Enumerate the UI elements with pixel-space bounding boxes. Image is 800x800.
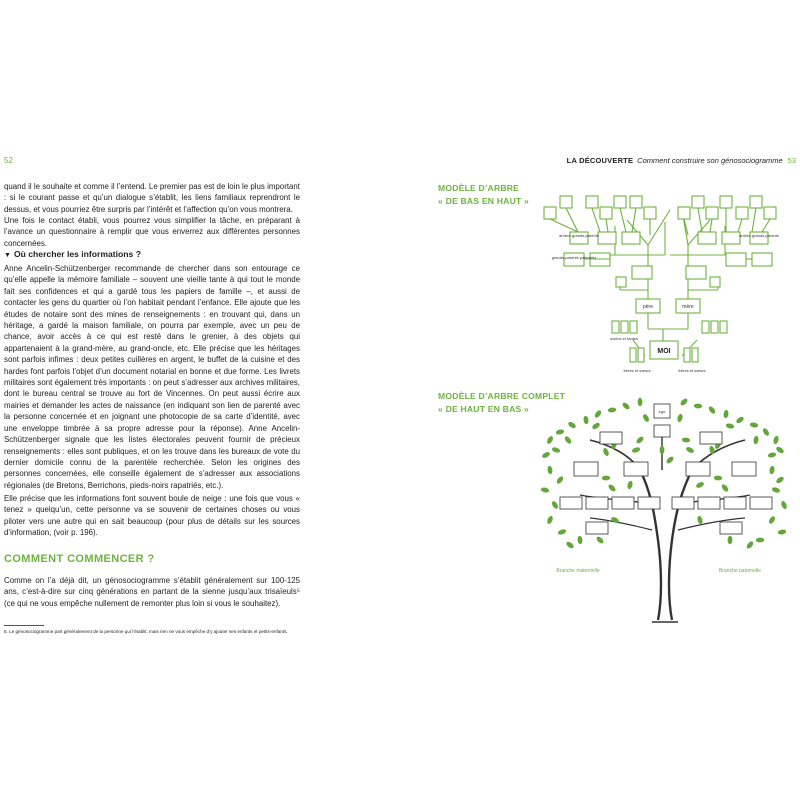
leaf-icon	[638, 398, 643, 406]
tree1-gp-label: grands-parents paternels	[551, 255, 597, 260]
section-heading	[4, 249, 141, 259]
footnote-divider	[4, 625, 44, 626]
leaf-icon	[695, 481, 705, 489]
running-head-chapter: LA DÉCOUVERTE	[566, 156, 634, 165]
leaf-icon	[631, 446, 641, 453]
leaf-icon	[621, 401, 630, 410]
tree1-great-grandparents	[559, 232, 779, 244]
page-number-left: 52	[4, 156, 13, 165]
right-page	[400, 0, 800, 800]
leaf-icon	[694, 403, 703, 408]
tree1-moi-label: MOI	[657, 348, 671, 355]
tree1-pere: père	[642, 304, 654, 310]
leaf-icon	[676, 413, 683, 422]
leaf-icon	[756, 537, 765, 542]
running-head	[567, 156, 796, 165]
tree1-parents	[616, 277, 720, 313]
tree1-mere: mère	[682, 304, 694, 310]
leaf-icon	[685, 446, 695, 454]
paragraph-intro: quand il le souhaite et comme il l’entend. Le premier pas est de loin le plus important : si le courant passe et qu’un dialogue s’établit, les liens familiaux reprendront le dessus, et vous pourriez être surpris par l’intérêt et l’affection qu’on vous montrera.	[4, 182, 300, 214]
leaf-icon	[679, 397, 688, 406]
leaf-icon	[660, 446, 665, 454]
leaf-icon	[709, 445, 716, 454]
leaf-icon	[745, 540, 754, 550]
page-number-right: 53	[787, 156, 796, 165]
leaf-icon	[775, 476, 785, 485]
leaf-icon	[725, 423, 734, 430]
leaf-icon	[775, 446, 785, 455]
leaf-icon	[602, 475, 611, 480]
leaf-icon	[642, 413, 650, 423]
leaf-icon	[551, 446, 561, 453]
heading-comment-commencer: COMMENT COMMENCER ?	[4, 553, 155, 565]
leaf-icon	[591, 422, 601, 431]
leaf-icon	[753, 435, 759, 444]
leaf-icon	[551, 500, 559, 510]
tree2-top-box-label: ego	[658, 409, 666, 414]
leaf-icon	[583, 415, 589, 424]
paragraph-search-2: Elle précise que les informations font souvent boule de neige : une fois que vous « tenez » quelqu’un, cette personne va se souvenir de certaines choses ou vous piloter vers une autre qui en sait beaucoup (pour plus de détails sur les sources d’information, (voir p. 196).	[4, 494, 300, 538]
leaf-icon	[682, 437, 691, 443]
leaf-icon	[555, 429, 564, 436]
figure2-top-down-tree	[400, 395, 800, 625]
tree1-freres-left: frères et sœurs	[623, 368, 651, 373]
figure1-bottom-up-tree	[400, 185, 800, 385]
leaf-icon	[546, 435, 554, 445]
tree1-ggp-label-2: arrière-grands-parents	[739, 233, 779, 238]
leaf-icon	[627, 480, 634, 489]
leaf-icon	[607, 483, 616, 492]
leaf-icon	[768, 515, 777, 525]
tree1-oncles-label: oncles et tantes	[609, 336, 639, 341]
leaf-icon	[762, 427, 771, 437]
footnote: 5. Le génosociogramme part généralement de la personne qui l’établit, mais rien ne vous empêche d’y ajouter ses enfants et petits-enfants.	[4, 629, 288, 634]
leaf-icon	[602, 447, 610, 457]
tree1-ggp-label-1: arrière-grands-parents	[559, 233, 599, 238]
leaf-icon	[749, 422, 758, 428]
leaf-icon	[771, 486, 781, 493]
leaf-icon	[595, 535, 604, 544]
leaf-icon	[555, 475, 564, 485]
leaf-icon	[665, 455, 674, 464]
figure1-title-line1: MODÈLE D’ARBRE	[438, 183, 520, 193]
paragraph-search-1: Anne Ancelin-Schützenberger recommande de chercher dans son entourage ce qu’elle appelle la mémoire familiale – souvent une vieille tante à qui tout le monde fait ses confidences et qui a gardé tous les papiers de famille –, et aussi de contacter les gens du quartier où l’on habitait pendant l’enfance. Elle ajoute que les études de notaire sont des mines de renseignements : en trouvant qui, dans un héritage, a gardé la maison familiale, on pourra par exemple, avec un peu de chance, avoir accès à ce qui est resté dans le grenier, à des objets qui appartenaient à la grand-mère, au grand-oncle, etc. Elle précise que les héritages sont parfois infimes : deux petites cuillères en argent, le buffet de la cuisine et des hardes font parfois l’objet d’un document notarial en bonne et due forme. Les livrets militaires sont également très importants : on peut s’adresser aux archives militaires, dont le bureau central se trouve au fort de Vincennes. On peut aussi écrire aux mairies et demander les actes de naissance (en indiquant son lien de parenté avec la personne concernée et en joignant une photocopie de sa carte d’identité, avec une enveloppe timbrée à sa propre adresse pour la réponse). Anne Ancelin-Schützenberger signale que les listes électorales peuvent fournir de précieux renseignements : elles sont publiques, et on les trouve dans les bureaux de vote du dernier domicile connu de la parentèle recherchée. Selon les origines des personnes concernées, elle conseille également de s’adresser aux associations régionales (de Bretons, Berrichons, pieds-noirs rapatriés, etc.).	[4, 264, 300, 490]
running-head-title: Comment construire son génosociogramme	[637, 156, 783, 165]
leaf-icon	[714, 475, 723, 480]
leaf-icon	[735, 416, 745, 425]
figure2-title-line2: « DE HAUT EN BAS »	[438, 404, 529, 414]
section-title: Où chercher les informations ?	[13, 249, 141, 259]
leaf-icon	[767, 452, 776, 458]
leaf-icon	[541, 451, 551, 459]
leaf-icon	[546, 515, 554, 525]
leaf-icon	[723, 410, 729, 419]
tree1-grandparents	[552, 253, 772, 279]
leaf-icon	[773, 435, 780, 444]
leaf-icon	[769, 466, 775, 475]
tree1-top-row	[544, 196, 776, 235]
leaf-icon	[577, 536, 583, 545]
branche-paternelle-label: Branche paternelle	[719, 568, 761, 574]
leaf-icon	[720, 483, 729, 493]
tree1-oncles-tantes	[610, 321, 727, 341]
leaf-icon	[565, 541, 575, 550]
leaf-icon	[557, 528, 567, 535]
leaf-icon	[707, 405, 716, 415]
leaf-icon	[780, 500, 788, 510]
tree1-moi-siblings	[623, 341, 705, 373]
leaf-icon	[777, 529, 786, 535]
triangle-marker-icon: ▼	[4, 252, 11, 259]
leaf-icon	[540, 487, 549, 493]
leaf-icon	[594, 409, 603, 419]
tree1-freres-right: frères et sœurs	[678, 368, 706, 373]
paragraph-questionnaire: Une fois le contact établi, vous pourrez vous simplifier la tâche, en préparant à l’avance un questionnaire à remplir que vous enverrez aux différentes personnes concernées.	[4, 216, 300, 248]
paragraph-commencer: Comme on l’a déjà dit, un génosociogramme s’établit généralement sur 100-125 ans, c’est-à-dire sur cinq générations en partant de la sienne jusqu’aux trisaïeuls⁵ (ce qui ne vous empêche nullement de remonter plus loin si vous le souhaitez).	[4, 576, 300, 608]
tree2-boxes	[560, 404, 772, 534]
leaf-icon	[635, 435, 644, 444]
figure1-title-line2: « DE BAS EN HAUT »	[438, 196, 529, 206]
leaf-icon	[697, 515, 704, 524]
figure2-title-line1: MODÈLE D’ARBRE COMPLET	[438, 391, 566, 401]
leaf-icon	[564, 435, 573, 445]
leaf-icon	[728, 536, 733, 544]
branche-maternelle-label: Branche maternelle	[556, 568, 600, 574]
leaf-icon	[547, 466, 553, 475]
leaf-icon	[567, 421, 577, 430]
leaf-icon	[608, 407, 617, 413]
